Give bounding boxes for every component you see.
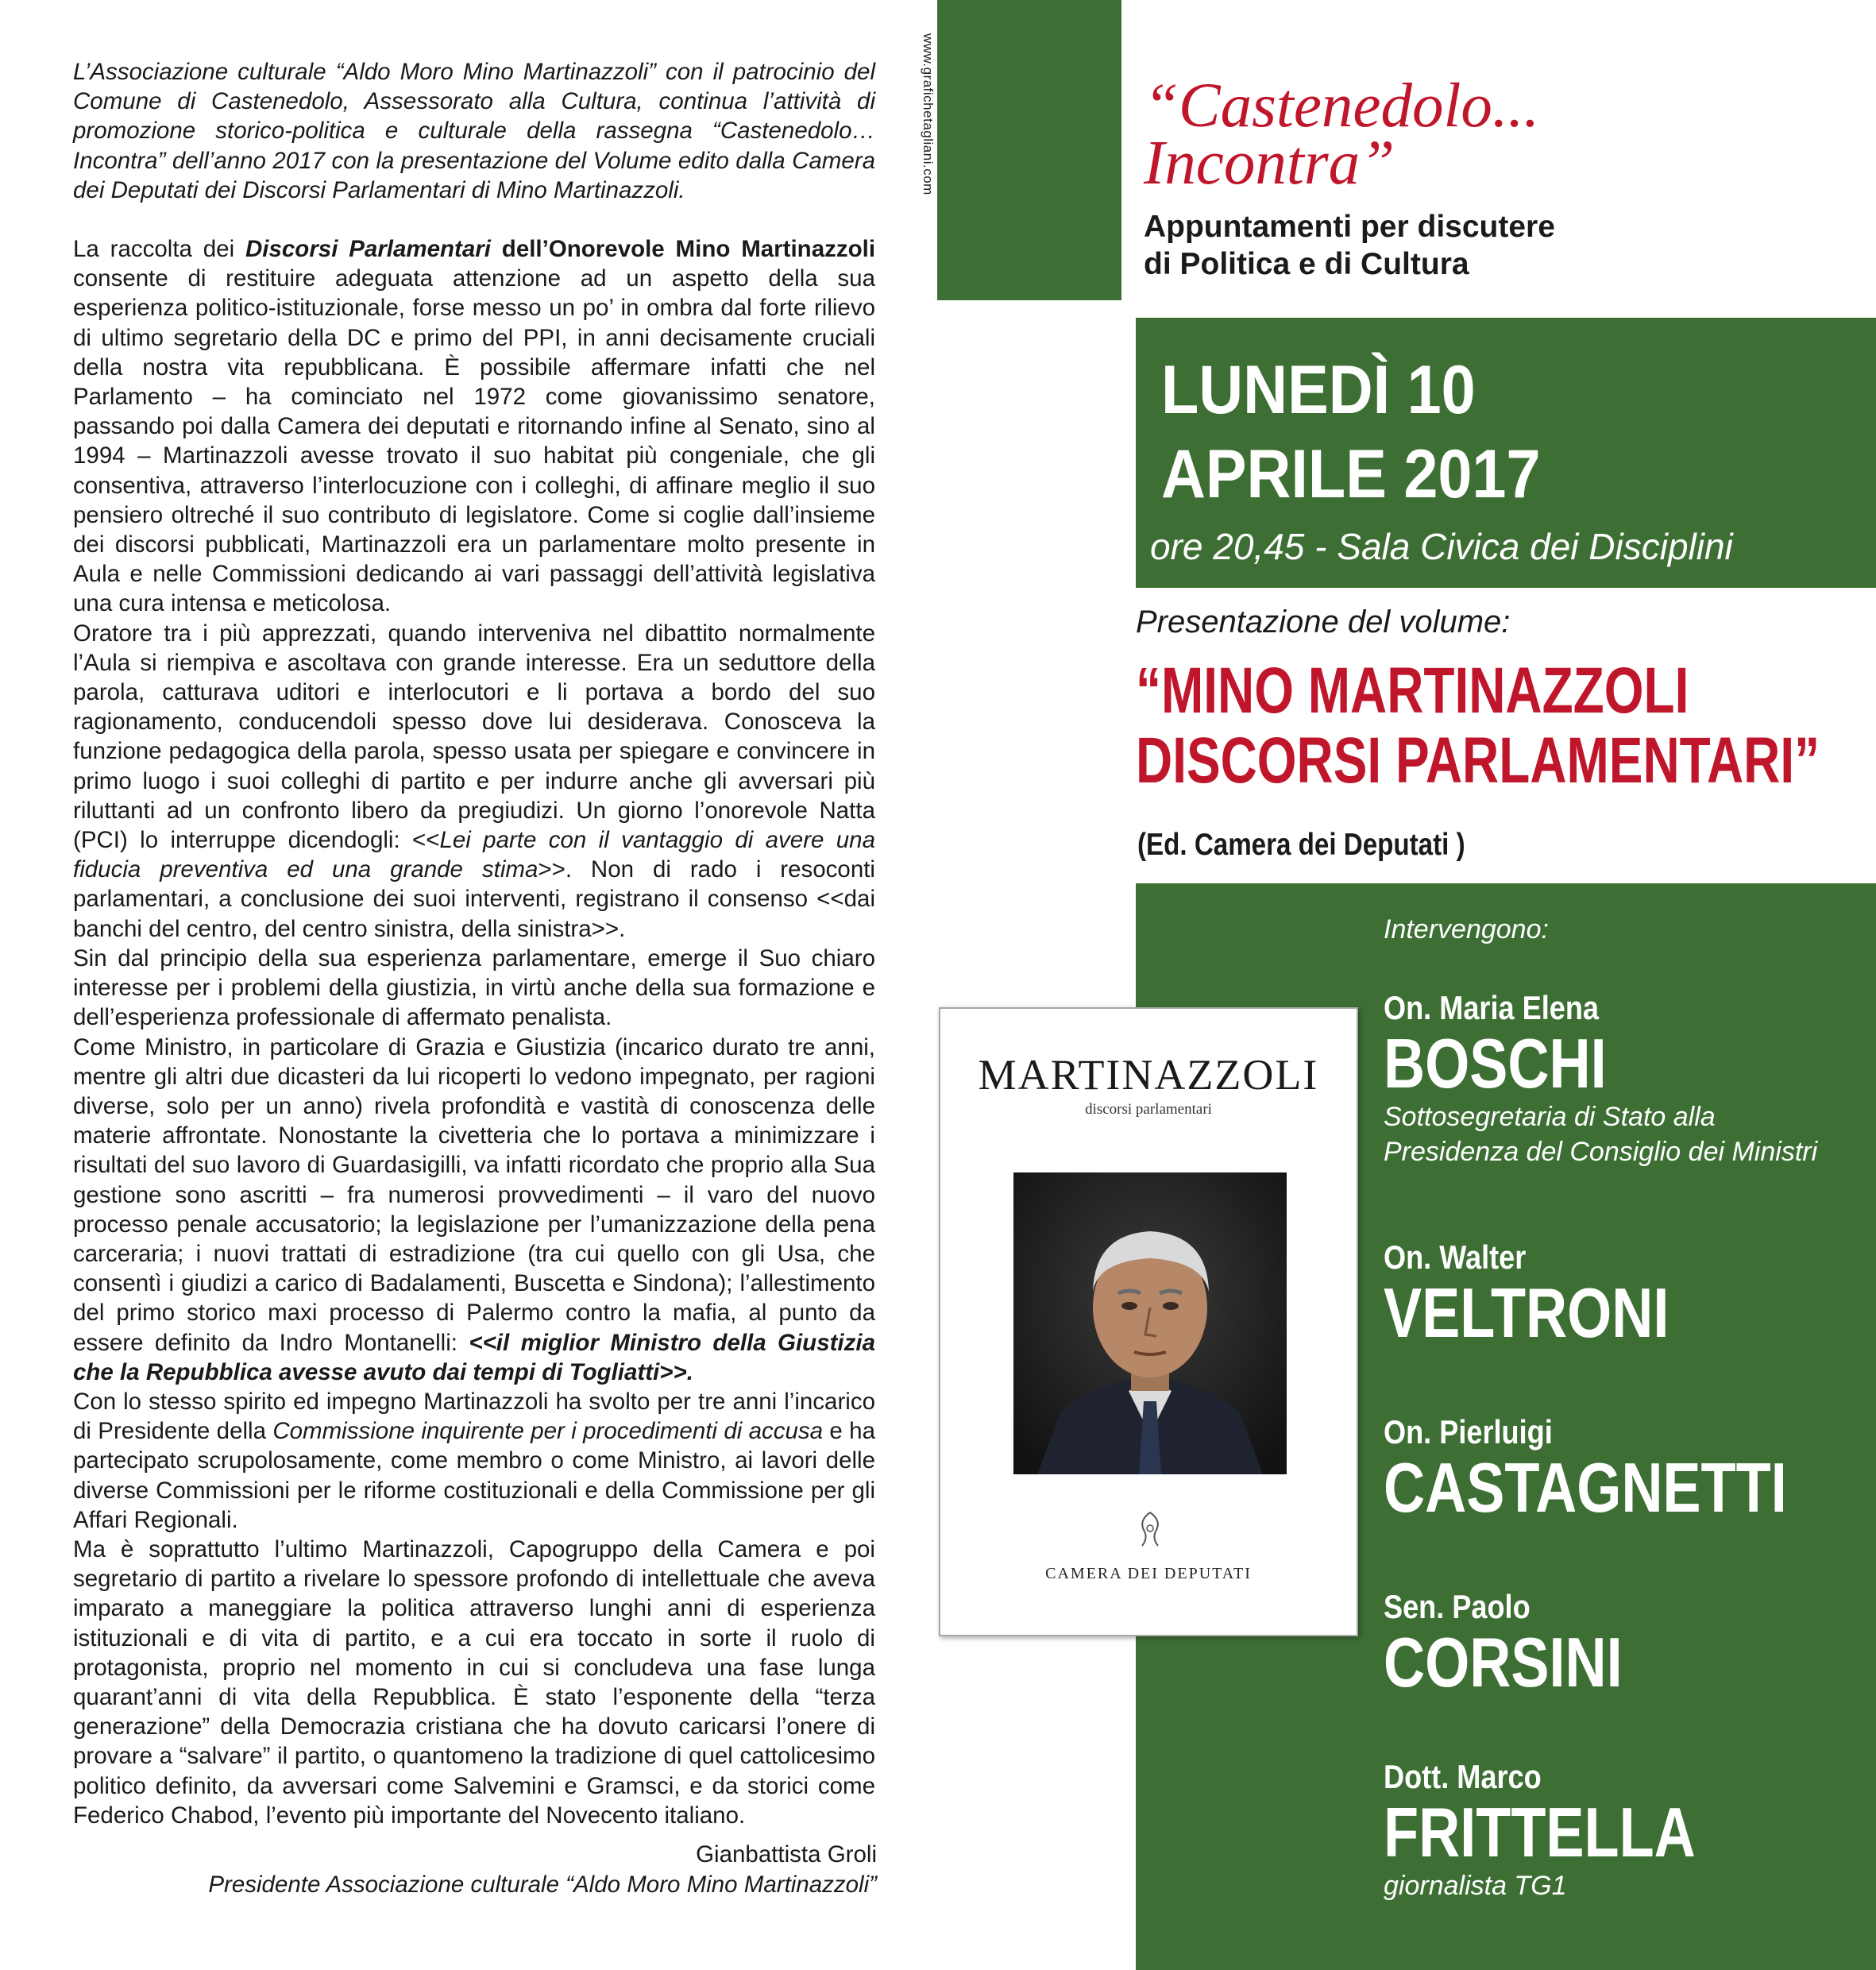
presentation-label: Presentazione del volume: xyxy=(1136,605,1511,639)
speaker-title: Dott. Marco xyxy=(1384,1758,1542,1795)
book-title xyxy=(1136,656,1820,796)
event-date xyxy=(1161,348,1541,516)
book-title-line1: “MINO MARTINAZZOLI xyxy=(1136,655,1689,727)
speaker-name: CASTAGNETTI xyxy=(1384,1448,1787,1527)
book-title-line2: DISCORSI PARLAMENTARI” xyxy=(1136,724,1820,797)
text-run: La raccolta dei xyxy=(73,236,245,263)
event-date-line2: APRILE 2017 xyxy=(1161,436,1541,512)
article-paragraph-4 xyxy=(73,1033,875,1387)
speaker-boschi xyxy=(1384,988,1817,1169)
article xyxy=(73,57,875,1830)
text-run: e ha partecipato scrupolosamente, come membro o come Ministro, ai lavori delle diverse Commissioni per le riforme costituzionali e della Commissione per gli Affari Regionali. xyxy=(73,1418,875,1533)
series-subtitle xyxy=(1144,208,1555,283)
speaker-title: On. Walter xyxy=(1384,1238,1527,1276)
website-url: www.grafichetagliani.com xyxy=(921,33,936,195)
text-run: Commissione inquirente per i procedimenti di accusa xyxy=(272,1418,824,1445)
series-title-line2: Incontra” xyxy=(1144,129,1395,198)
event-date-line1: LUNEDÌ 10 xyxy=(1161,352,1476,428)
event-time-place: ore 20,45 - Sala Civica dei Disciplini xyxy=(1150,526,1733,567)
camera-emblem-icon xyxy=(1134,1509,1166,1551)
speaker-name: VELTRONI xyxy=(1384,1273,1669,1352)
speaker-name: BOSCHI xyxy=(1384,1024,1607,1103)
article-intro: L’Associazione culturale “Aldo Moro Mino Martinazzoli” con il patrocinio del Comune di Castenedolo, Assessorato alla Cultura, continua l’attività di promozione storico-politica e culturale della rassegna “Castenedolo…Incontra” dell’anno 2017 con la presentazione del Volume edito dalla Camera dei Deputati dei Discorsi Parlamentari di Mino Martinazzoli. xyxy=(73,59,875,203)
speaker-castagnetti xyxy=(1384,1412,1875,1527)
text-run: dell’Onorevole Mino Martinazzoli xyxy=(490,236,876,263)
speaker-title: Sen. Paolo xyxy=(1384,1588,1531,1625)
speaker-title: On. Pierluigi xyxy=(1384,1413,1553,1450)
series-subtitle-line1: Appuntamenti per discutere xyxy=(1144,210,1555,244)
text-run: >>. Non di rado i resoconti parlamentari, a conclusione dei suoi interventi, registrano il consenso <<dai banchi del centro, del centro sinistra, della sinistra>>. xyxy=(73,856,875,942)
speaker-veltroni xyxy=(1384,1238,1731,1352)
speaker-role: Presidenza del Consiglio dei Ministri xyxy=(1384,1137,1818,1167)
text-run: consente di restituire adeguata attenzione ad un aspetto della sua esperienza politico-istituzionale, forse messo un po’ in ombra dal forte rilievo di ultimo segretario della DC e primo del PPI, in anni decisamente cruciali della nostra vita repubblicana. È possibile affermare infatti che nel Parlamento – ha cominciato nel 1972 come giovanissimo senatore, passando poi dalla Camera dei deputati e ritornando infine al Senato, sino al 1994 – Martinazzoli avesse trovato il suo habitat più congeniale, che gli consentiva, attraverso l’interlocuzione con i colleghi, di affinare meglio il suo pensiero oltreché il suo contributo di legislatore. Come si coglie dall’insieme dei discorsi pubblicati, Martinazzoli era un parlamentare molto presente in Aula e nelle Commissioni dedicando ai vari passaggi dell’attività legislativa una cura intensa e meticolosa. xyxy=(73,265,875,617)
book-cover-publisher: CAMERA DEI DEPUTATI xyxy=(1045,1565,1252,1582)
signature xyxy=(208,1840,877,1900)
series-title-line1: “Castenedolo... xyxy=(1144,71,1540,141)
speaker-name: CORSINI xyxy=(1384,1623,1623,1702)
book-cover-title: MARTINAZZOLI xyxy=(978,1051,1319,1099)
green-block-top xyxy=(937,0,1121,300)
book-cover-subtitle: discorsi parlamentari xyxy=(1085,1101,1212,1118)
speaker-title: On. Maria Elena xyxy=(1384,989,1599,1026)
book-edition: (Ed. Camera dei Deputati ) xyxy=(1137,828,1465,862)
text-run: Discorsi Parlamentari xyxy=(245,236,491,263)
text-run: Lei parte con il vantaggio di avere una fiducia preventiva ed una grande stima xyxy=(73,827,875,883)
speaker-name: FRITTELLA xyxy=(1384,1793,1696,1872)
speaker-corsini xyxy=(1384,1587,1675,1702)
signature-name: Gianbattista Groli xyxy=(696,1841,877,1868)
speakers-label: Intervengono: xyxy=(1384,914,1549,944)
speaker-frittella xyxy=(1384,1757,1764,1903)
article-paragraph-3: Sin dal principio della sua esperienza parlamentare, emerge il Suo chiaro interesse per i problemi della giustizia, in virtù anche della sua formazione e dell’esperienza professionale di affermato penalista. xyxy=(73,944,875,1031)
text-run: Oratore tra i più apprezzati, quando interveniva nel dibattito normalmente l’Aula si riempiva e ascoltava con grande interesse. Era un seduttore della parola, catturava uditori e interlocutori e li portava a bordo del suo ragionamento, conducendoli spesso dove lui desiderava. Conosceva la funzione pedagogica della parola, spesso usata per spiegare e convincere in primo luogo i suoi colleghi di partito e per indurre anche gli avversari più riluttanti ad un confronto libero da pregiudizi. Un giorno l’onorevole Natta (PCI) lo interruppe dicendogli: << xyxy=(73,620,875,854)
author-portrait-photo xyxy=(1013,1172,1287,1474)
series-subtitle-line2: di Politica e di Cultura xyxy=(1144,247,1469,281)
article-paragraph-2 xyxy=(73,619,875,944)
text-run: Con lo stesso spirito ed impegno Martinazzoli ha svolto per tre anni l’incarico di Presidente della xyxy=(73,1388,875,1445)
speaker-role: giornalista TG1 xyxy=(1384,1871,1567,1901)
article-paragraph-5 xyxy=(73,1387,875,1535)
series-title xyxy=(1144,71,1540,198)
text-run: <<il miglior Ministro della Giustizia che la Repubblica avesse avuto dai tempi di Togliatti>>. xyxy=(73,1329,875,1385)
text-run: Come Ministro, in particolare di Grazia e Giustizia (incarico durato tre anni, mentre gli altri due dicasteri da lui ricoperti lo vedono impegnato, per ragioni diverse, solo per un anno) rivela profondità e vastità di conoscenza delle materie affrontate. Nonostante la civetteria che lo portava a minimizzare i risultati del suo lavoro di Guardasigilli, va infatti ricordato che proprio alla Sua gestione sono ascritti – fra numerosi provvedimenti – il varo del nuovo processo penale accusatorio; la legislazione per l’umanizzazione della pena carceraria; i nuovi trattati di estradizione (tra cui quello con gli Usa, che consentì i giudizi a carico di Badalamenti, Buscetta e Sindona); l’allestimento del primo storico maxi processo di Palermo contro la mafia, al punto da essere definito da Indro Montanelli: xyxy=(73,1033,875,1356)
article-paragraph-6: Ma è soprattutto l’ultimo Martinazzoli, Capogruppo della Camera e poi segretario di partito a rivelare lo spessore profondo di intellettuale che aveva imparato a maneggiare la politica attraverso lunghi anni di esperienza istituzionali e di vita di partito, e a cui era toccato in sorte il ruolo di protagonista, proprio nel momento in cui si concludeva una fase lunga quarant’anni di vita della Repubblica. È stato l’esponente della “terza generazione” della Democrazia cristiana che ha dovuto caricarsi l’onere di provare a “salvare” il partito, o quantomeno la tradizione di quel cattolicesimo politico definito, da avversari come Salvemini e Gramsci, e da storici come Federico Chabod, l’evento più importante del Novecento italiano. xyxy=(73,1535,875,1829)
article-paragraph-1 xyxy=(73,234,875,619)
signature-role: Presidente Associazione culturale “Aldo Moro Mino Martinazzoli” xyxy=(208,1872,877,1898)
portrait-illustration xyxy=(1013,1172,1287,1474)
speaker-role: Sottosegretaria di Stato alla xyxy=(1384,1102,1716,1132)
book-cover xyxy=(939,1007,1358,1636)
